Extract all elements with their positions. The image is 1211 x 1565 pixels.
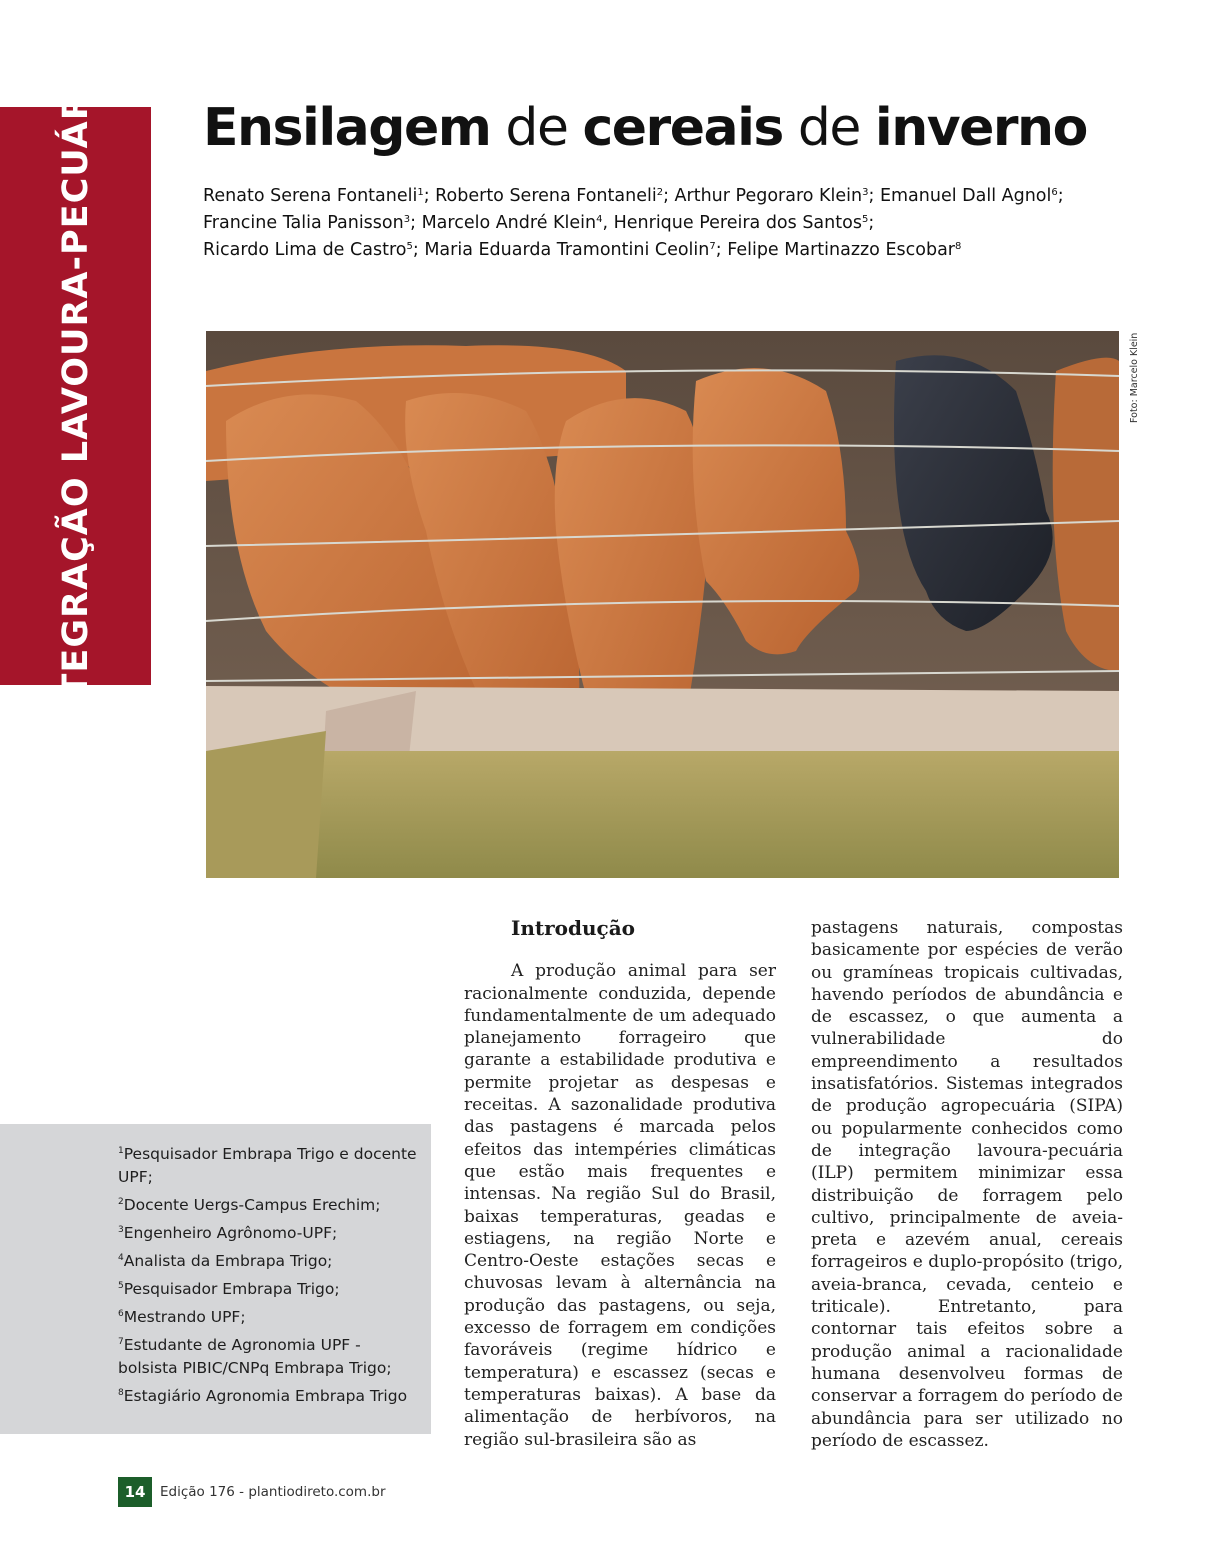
affiliation-number: 8 xyxy=(118,1388,124,1398)
photo-credit xyxy=(1129,331,1141,423)
section-label: INTEGRAÇÃO LAVOURA-PECUÁRIA xyxy=(55,50,96,742)
author-name: Emanuel Dall Agnol xyxy=(879,186,1052,206)
photo-credit-text: Foto: Marcelo Klein xyxy=(1129,332,1140,423)
author-affil-ref: 7 xyxy=(709,241,716,252)
body-paragraph: A produção animal para ser racionalmente conduzida, depende fundamentalmente de um adequado planejamento forrageiro que garante a estabilidade produtiva e permite projetar as despesas e receitas. A sazonalidade produtiva das pastagens é marcada pelos efeitos das intempéries climáticas que estão mais frequentes e intensas. Na região Sul do Brasil, baixas temperaturas, geadas e estiagens, na região Norte e Centro-Oeste estações secas e chuvosas levam à alternância na produção das pastagens, ou seja, excesso de forragem em condições favoráveis (regime hídrico e temperatura) e escassez (secas e temperaturas baixas). A base da alimentação de herbívoros, na região sul-brasileira são as xyxy=(464,961,776,1450)
affiliation-text: Mestrando UPF; xyxy=(123,1308,246,1326)
author-name: Ricardo Lima de Castro xyxy=(203,240,407,260)
author-name: Maria Eduarda Tramontini Ceolin xyxy=(424,240,710,260)
author-affil-ref: 4 xyxy=(596,214,603,225)
affiliation-number: 5 xyxy=(118,1281,124,1291)
silage-feed xyxy=(206,751,1119,878)
affiliation-number: 6 xyxy=(118,1309,124,1319)
affiliation-text: Analista da Embrapa Trigo; xyxy=(123,1252,333,1270)
author-list: Renato Serena Fontaneli$^1$; Roberto Serena Fontaneli$^2$; Arthur Pegoraro Klein$^3$; Emanuel Dall Agnol$^6$; Francine Talia Panisson$^3$; Marcelo André Klein$^4$, Henrique Pereira dos Santos$^5$; Ricardo Lima de Castro$^5$; Maria Eduarda Tramontini Ceolin$^7$; Felipe Martinazzo Escobar$^8$ xyxy=(203,186,1064,260)
affiliation-item xyxy=(118,1250,418,1273)
affiliation-item xyxy=(118,1385,418,1408)
title-word-de: de xyxy=(490,98,583,158)
author-name: Francine Talia Panisson xyxy=(203,213,404,233)
affiliation-item xyxy=(118,1143,418,1189)
affiliation-number: 7 xyxy=(118,1337,124,1347)
affiliation-text: Estagiário Agronomia Embrapa Trigo xyxy=(123,1387,408,1405)
author-affil-ref: 2 xyxy=(656,187,664,198)
cattle-illustration xyxy=(206,331,1119,878)
section-band xyxy=(0,50,151,742)
author-name: Renato Serena Fontaneli xyxy=(203,186,418,206)
author-name: Arthur Pegoraro Klein xyxy=(674,186,863,206)
author-affil-ref: 5 xyxy=(406,241,413,252)
cattle-feeding-photo xyxy=(206,331,1119,878)
affiliation-number: 4 xyxy=(118,1253,124,1263)
article-column-1 xyxy=(464,917,776,1451)
affiliation-item xyxy=(118,1194,418,1217)
affiliation-text: Pesquisador Embrapa Trigo e docente UPF; xyxy=(118,1145,417,1186)
page-footer xyxy=(118,1477,386,1507)
author-name: Henrique Pereira dos Santos xyxy=(613,213,862,233)
author-name: Felipe Martinazzo Escobar xyxy=(727,240,955,260)
section-heading: Introdução xyxy=(511,916,636,940)
author-affil-ref: 8 xyxy=(954,241,962,252)
affiliation-item xyxy=(118,1306,418,1329)
title-word-cereais: cereais xyxy=(582,98,783,158)
author-name: Roberto Serena Fontaneli xyxy=(435,186,657,206)
author-affil-ref: 3 xyxy=(862,187,869,198)
footer-edition-text: Edição 176 - plantiodireto.com.br xyxy=(160,1484,386,1500)
author-name: Marcelo André Klein xyxy=(421,213,597,233)
affiliation-number: 3 xyxy=(118,1225,124,1235)
affiliation-number: 2 xyxy=(118,1197,124,1207)
affiliation-text: Pesquisador Embrapa Trigo; xyxy=(123,1280,340,1298)
author-affil-ref: 5 xyxy=(861,214,869,225)
article-column-2 xyxy=(811,917,1123,1452)
body-paragraph: pastagens naturais, compostas basicamente por espécies de verão ou gramíneas tropicais cultivadas, havendo períodos de abundância e de escassez, o que aumenta a vulnerabilidade do empreendimento a resultados insatisfatórios. Sistemas integrados de produção agropecuária (SIPA) ou popularmente conhecidos como de integração lavoura-pecuária (ILP) permitem minimizar essa distribuição de forragem pelo cultivo, principalmente de aveia-preta e azevém anual, cereais forrageiros e duplo-propósito (trigo, aveia-branca, cevada, centeio e triticale). Entretanto, para contornar tais efeitos sobre a produção animal a racionalidade humana desenvolveu formas de conservar a forragem do período de abundância para ser utilizado no período de escassez. xyxy=(811,918,1123,1451)
affiliation-text: Docente Uergs-Campus Erechim; xyxy=(123,1196,381,1214)
affiliation-text: Estudante de Agronomia UPF - bolsista PIBIC/CNPq Embrapa Trigo; xyxy=(118,1336,392,1377)
affiliation-item xyxy=(118,1222,418,1245)
author-affil-ref: 6 xyxy=(1051,187,1058,198)
affiliations-list xyxy=(118,1143,418,1413)
affiliation-number: 1 xyxy=(118,1146,124,1156)
author-affil-ref: 1 xyxy=(417,187,424,198)
affiliation-text: Engenheiro Agrônomo-UPF; xyxy=(123,1224,338,1242)
page-number: 14 xyxy=(118,1477,152,1507)
title-word-de-2: de xyxy=(782,98,875,158)
silage-left xyxy=(206,731,326,878)
title-word-ensilagem: Ensilagem xyxy=(203,98,491,158)
author-affil-ref: 3 xyxy=(403,214,411,225)
article-title xyxy=(203,98,1087,158)
affiliation-item xyxy=(118,1334,418,1380)
title-word-inverno: inverno xyxy=(874,98,1087,158)
affiliation-item xyxy=(118,1278,418,1301)
